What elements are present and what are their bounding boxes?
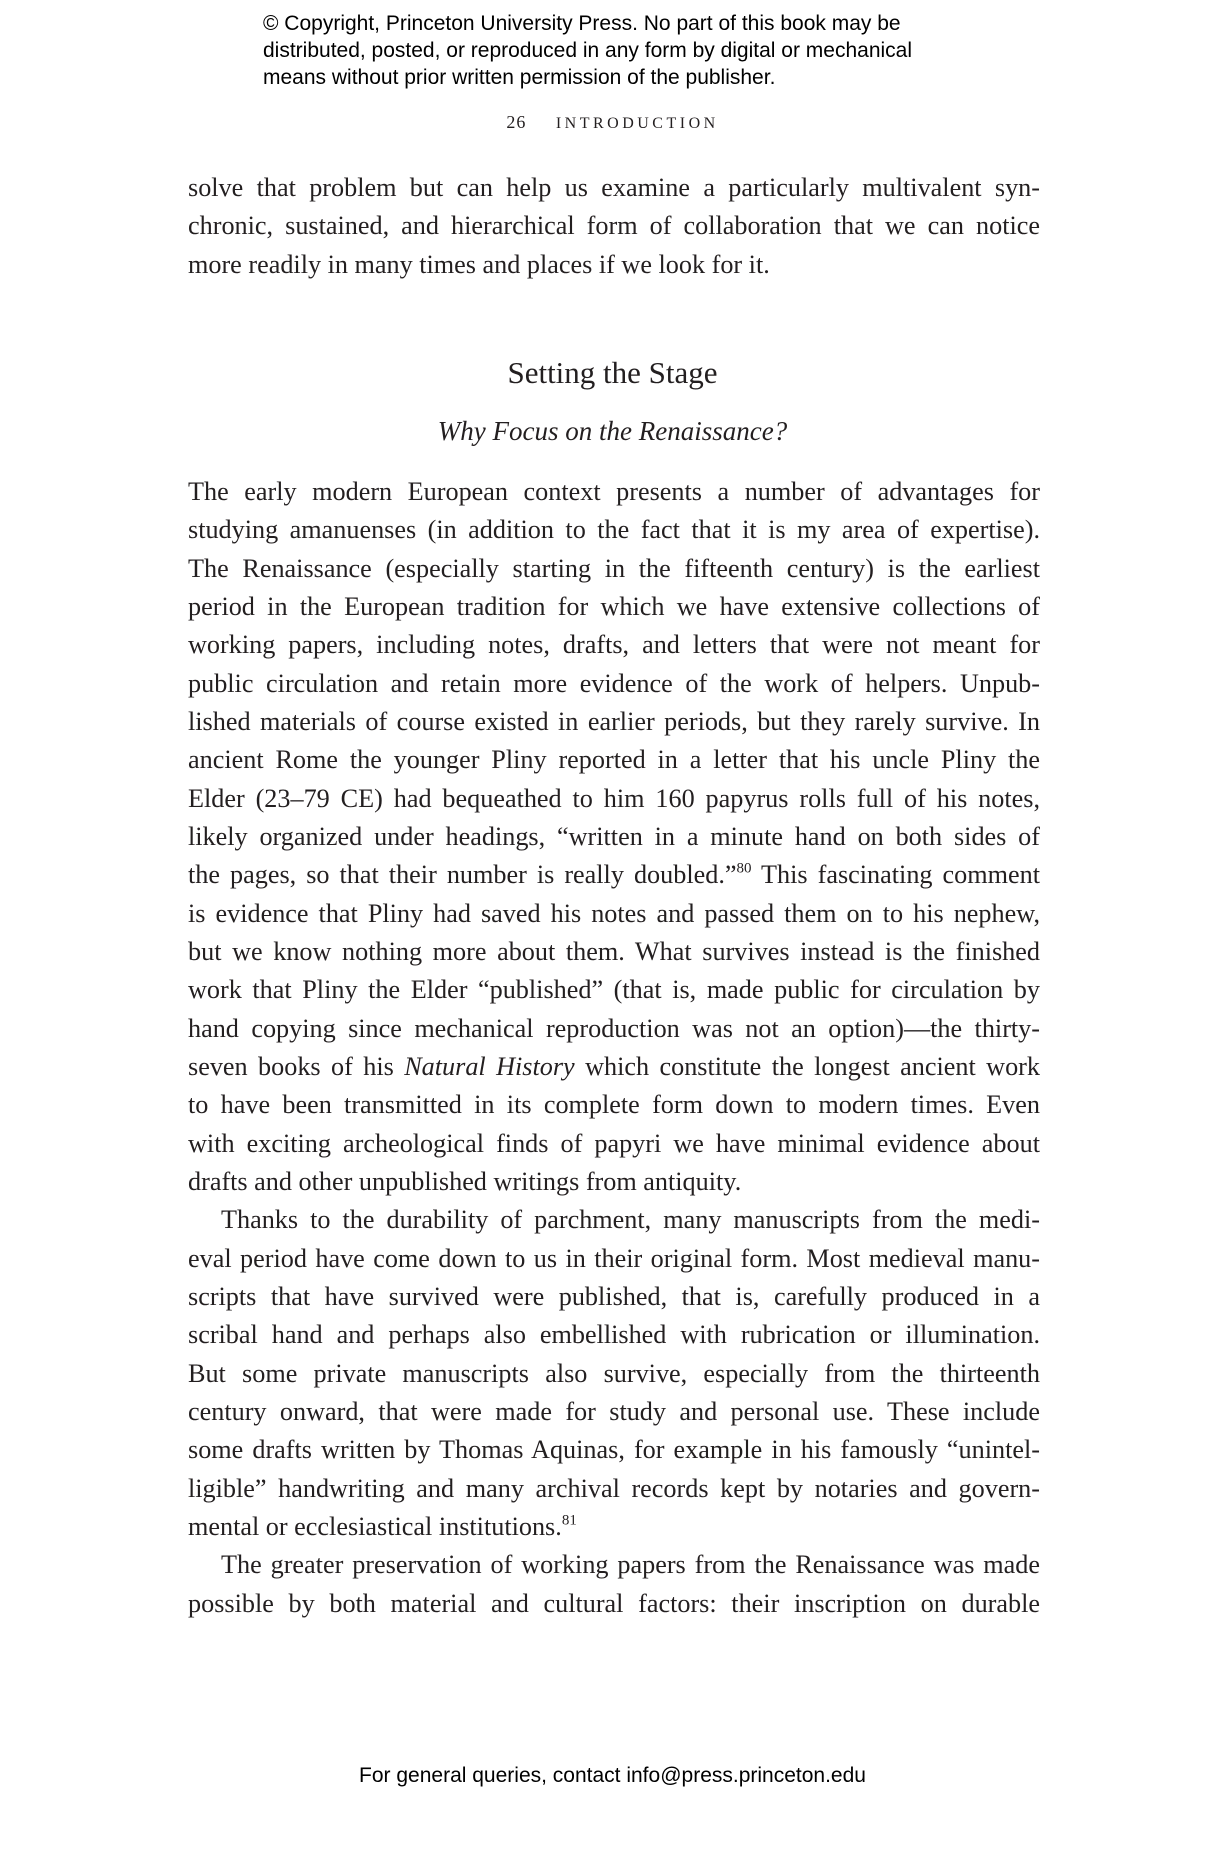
text-line: likely organized under headings, “written in a minute hand on both sides of: [188, 821, 1040, 851]
text-line: [188, 856, 1040, 894]
text-line: solve that problem but can help us examine a particularly multivalent syn-: [188, 173, 1040, 202]
text-line: drafts and other unpublished writings from antiquity.: [188, 1166, 742, 1196]
text-line: scribal hand and perhaps also embellished with rubrication or illumination.: [188, 1320, 1040, 1350]
text-line: public circulation and retain more evidence of the work of helpers. Unpub-: [188, 668, 1040, 698]
text-line: possible by both material and cultural factors: their inscription on durable: [188, 1588, 1040, 1618]
text-line: but we know nothing more about them. What survives instead is the finished: [188, 936, 1040, 966]
copyright-line: © Copyright, Princeton University Press. No part of this book may be: [263, 12, 901, 35]
section-subtitle: Why Focus on the Renaissance?: [437, 416, 788, 446]
text-line: [188, 1048, 1040, 1086]
text-line: is evidence that Pliny had saved his notes and passed them on to his nephew,: [188, 898, 1040, 928]
text-run: mental or ecclesiastical institutions.: [188, 1511, 562, 1541]
opening-paragraph: [188, 169, 1040, 284]
text-line: The greater preservation of working papers from the Renaissance was made: [221, 1550, 1040, 1580]
text-line: period in the European tradition for which we have extensive collections of: [188, 591, 1040, 621]
text-run: the pages, so that their number is really doubled.”: [188, 860, 737, 890]
text-line: some drafts written by Thomas Aquinas, for example in his famously “unintel-: [188, 1435, 1040, 1465]
text-run: which constitute the longest ancient work: [574, 1051, 1040, 1081]
footnote-ref-80[interactable]: 80: [736, 860, 752, 877]
footnote-ref-81[interactable]: 81: [561, 1512, 577, 1529]
text-line: more readily in many times and places if we look for it.: [188, 249, 770, 279]
copyright-line: means without prior written permission of the publisher.: [263, 66, 776, 89]
book-title: Natural History: [404, 1051, 575, 1081]
text-line: with exciting archeological finds of papyri we have minimal evidence about: [188, 1128, 1040, 1158]
text-line: ancient Rome the younger Pliny reported in a letter that his uncle Pliny the: [188, 745, 1040, 775]
text-line: chronic, sustained, and hierarchical form of collaboration that we can notice: [188, 211, 1040, 241]
text-line: Thanks to the durability of parchment, many manuscripts from the medi-: [221, 1205, 1040, 1235]
page-number: 26: [506, 112, 527, 132]
text-line: ligible” handwriting and many archival records kept by notaries and govern-: [188, 1473, 1040, 1503]
section-title: Setting the Stage: [507, 355, 718, 390]
running-head: [0, 112, 1225, 133]
copyright-notice: [263, 10, 1023, 91]
text-run: seven books of his: [188, 1051, 405, 1081]
text-line: century onward, that were made for study and personal use. These include: [188, 1396, 1040, 1426]
text-run: This fascinating comment: [751, 860, 1040, 890]
body-text: [188, 473, 1040, 1623]
text-line: lished materials of course existed in earlier periods, but they rarely survive. In: [188, 706, 1040, 736]
text-line: to have been transmitted in its complete form down to modern times. Even: [188, 1090, 1040, 1120]
text-line: The early modern European context presents a number of advantages for: [188, 477, 1040, 506]
text-line: hand copying since mechanical reproduction was not an option)—the thirty-: [188, 1013, 1040, 1043]
text-line: [188, 1508, 1040, 1546]
text-line: eval period have come down to us in their original form. Most medieval manu-: [188, 1243, 1040, 1273]
text-line: work that Pliny the Elder “published” (that is, made public for circulation by: [188, 975, 1040, 1005]
text-line: But some private manuscripts also survive, especially from the thirteenth: [188, 1358, 1040, 1388]
text-line: studying amanuenses (in addition to the fact that it is my area of expertise).: [188, 515, 1040, 545]
text-line: working papers, including notes, drafts, and letters that were not meant for: [188, 630, 1040, 660]
copyright-line: distributed, posted, or reproduced in any form by digital or mechanical: [263, 39, 913, 62]
text-line: The Renaissance (especially starting in the fifteenth century) is the earliest: [188, 553, 1040, 583]
footer-contact: For general queries, contact info@press.princeton.edu: [359, 1764, 866, 1787]
text-line: Elder (23–79 CE) had bequeathed to him 160 papyrus rolls full of his notes,: [188, 783, 1040, 813]
text-line: scripts that have survived were published, that is, carefully produced in a: [188, 1281, 1040, 1311]
running-head-section: INTRODUCTION: [555, 115, 719, 132]
